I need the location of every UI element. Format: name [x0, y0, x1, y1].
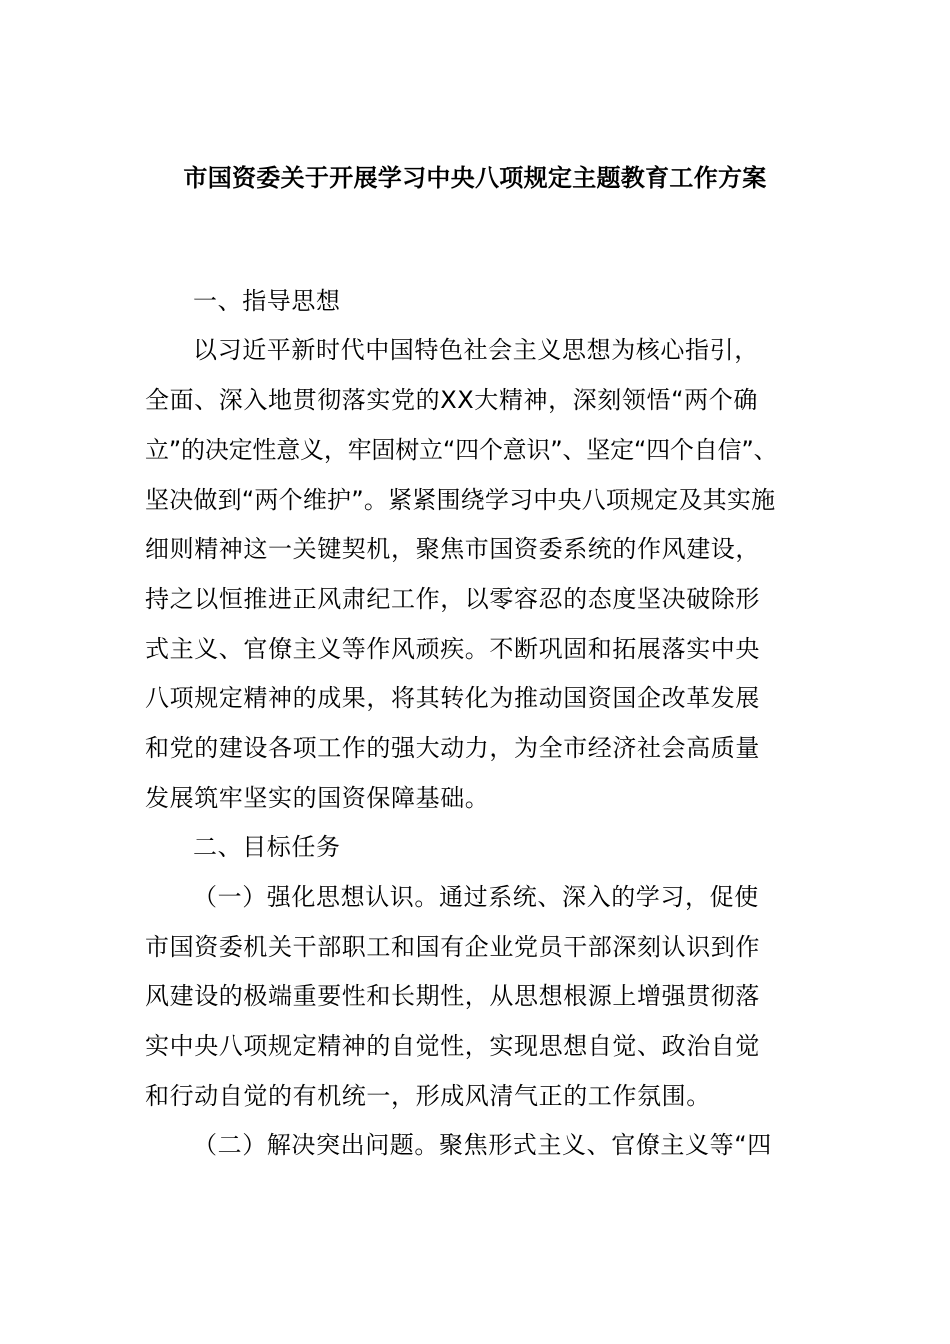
paragraph-line: 以习近平新时代中国特色社会主义思想为核心指引， [193, 336, 759, 364]
paragraph-line: 实中央八项规定精神的自觉性，实现思想自觉、政治自觉 [145, 1032, 760, 1060]
paragraph-line: 市国资委机关干部职工和国有企业党员干部深刻认识到作 [145, 933, 760, 961]
section-heading-guiding-ideology: 一、指导思想 [193, 287, 341, 315]
paragraph-line: 式主义、官僚主义等作风顽疾。不断巩固和拓展落实中央 [145, 635, 760, 663]
paragraph-line: 发展筑牢坚实的国资保障基础。 [145, 784, 490, 812]
paragraph-line: 细则精神这一关键契机，聚焦市国资委系统的作风建设， [145, 535, 760, 563]
paragraph-line: （二）解决突出问题。聚焦形式主义、官僚主义等“四 [193, 1131, 772, 1159]
document-title: 市国资委关于开展学习中央八项规定主题教育工作方案 [183, 164, 767, 192]
paragraph-line: 持之以恒推进正风肃纪工作，以零容忍的态度坚决破除形 [145, 585, 760, 613]
paragraph-line: 和行动自觉的有机统一，形成风清气正的工作氛围。 [145, 1082, 711, 1110]
paragraph-line: 风建设的极端重要性和长期性，从思想根源上增强贯彻落 [145, 982, 760, 1010]
section-heading-objectives: 二、目标任务 [193, 833, 341, 861]
paragraph-line: 和党的建设各项工作的强大动力，为全市经济社会高质量 [145, 734, 760, 762]
paragraph-line: （一）强化思想认识。通过系统、深入的学习，促使 [193, 883, 759, 911]
paragraph-line: 全面、深入地贯彻落实党的XX大精神，深刻领悟“两个确 [145, 386, 758, 414]
paragraph-line: 立”的决定性意义，牢固树立“四个意识”、坚定“四个自信”、 [145, 436, 778, 464]
paragraph-line: 八项规定精神的成果，将其转化为推动国资国企改革发展 [145, 684, 760, 712]
paragraph-line: 坚决做到“两个维护”。紧紧围绕学习中央八项规定及其实施 [145, 486, 776, 514]
